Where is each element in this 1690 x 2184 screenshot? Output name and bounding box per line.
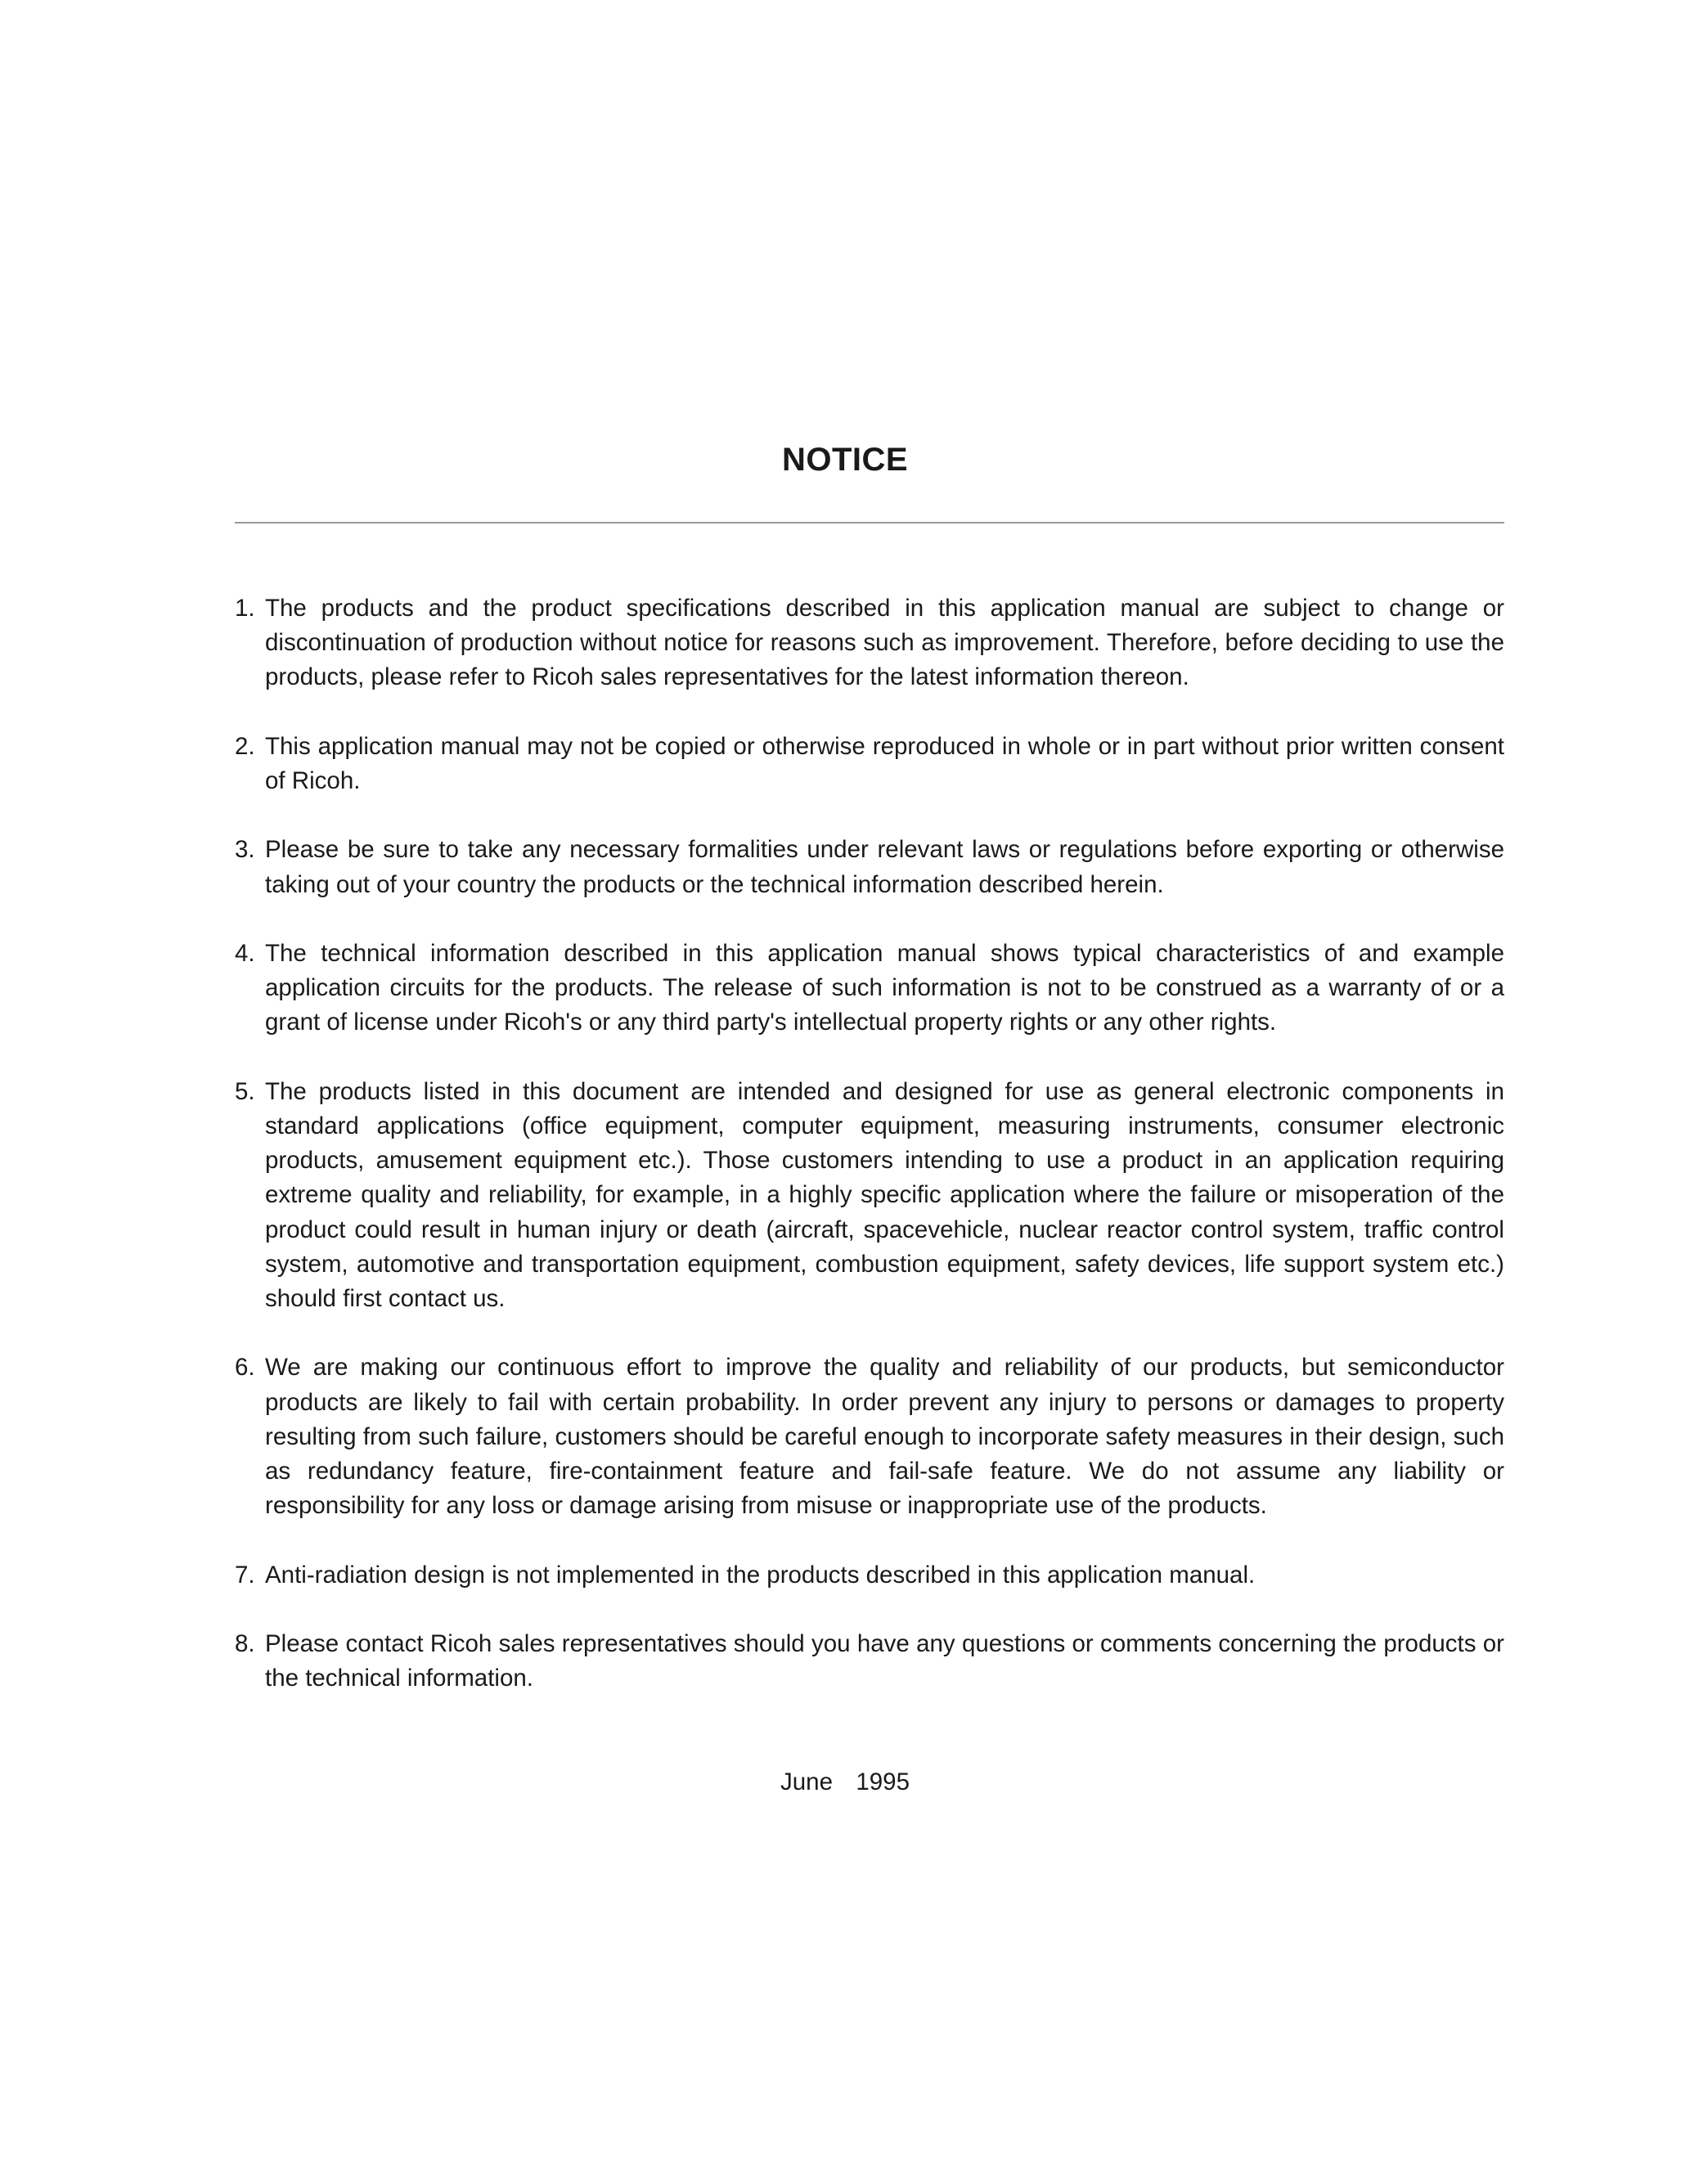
notice-item-2 (235, 730, 1504, 798)
item-text: Anti-radiation design is not implemented in the products described in this application manual. (265, 1561, 1256, 1589)
item-number: 4. (235, 939, 255, 967)
item-text: This application manual may not be copied or otherwise reproduced in whole or in part without prior written consent of Ricoh. (265, 732, 1504, 794)
notice-item-5 (235, 1075, 1504, 1316)
title-divider (235, 522, 1504, 524)
item-text: Please be sure to take any necessary formalities under relevant laws or regulations before exporting or otherwise taking out of your country the products or the technical information described herein. (265, 836, 1504, 898)
item-number: 1. (235, 595, 255, 622)
item-text: The products and the product specifications described in this application manual are subject to change or discontinuation of production without notice for reasons such as improvement. Therefore, before deciding to use the products, please refer to Ricoh sales representatives for the latest information thereon. (265, 595, 1504, 691)
item-text: The products listed in this document are intended and designed for use as general electronic components in standard applications (office equipment, computer equipment, measuring instruments, consumer electronic products, amusement equipment etc.). Those customers intending to use a product in an application requiring extreme quality and reliability, for example, in a highly specific application where the failure or misoperation of the product could result in human injury or death (aircraft, spacevehicle, nuclear reactor control system, traffic control system, automotive and transportation equipment, combustion equipment, safety devices, life support system etc.) should first contact us. (265, 1077, 1504, 1312)
item-number: 2. (235, 732, 255, 760)
notice-item-6 (235, 1350, 1504, 1523)
item-text: We are making our continuous effort to improve the quality and reliability of our products, but semiconductor products are likely to fail with certain probability. In order prevent any injury to persons or damages to property resulting from such failure, customers should be careful enough to incorporate safety measures in their design, such as redundancy feature, fire-containment feature and fail-safe feature. We do not assume any liability or responsibility for any loss or damage arising from misuse or inappropriate use of the products. (265, 1354, 1504, 1520)
item-number: 6. (235, 1354, 255, 1382)
notice-item-3 (235, 833, 1504, 901)
item-text: Please contact Ricoh sales representatives should you have any questions or comments concerning the products or the technical information. (265, 1629, 1504, 1692)
notice-item-7 (235, 1558, 1504, 1593)
notice-item-1 (235, 591, 1504, 695)
page-title: NOTICE (781, 442, 909, 478)
notice-list (235, 591, 1504, 1731)
publication-date: June 1995 (780, 1768, 910, 1795)
notice-item-8 (235, 1627, 1504, 1696)
item-number: 7. (235, 1561, 255, 1589)
item-number: 3. (235, 836, 255, 864)
notice-item-4 (235, 937, 1504, 1040)
item-number: 5. (235, 1077, 255, 1105)
item-text: The technical information described in this application manual shows typical characteristics of and example application circuits for the products. The release of such information is not to be construed as a warranty of or a grant of license under Ricoh's or any third party's intellectual property rights or any other rights. (265, 939, 1504, 1036)
item-number: 8. (235, 1629, 255, 1657)
